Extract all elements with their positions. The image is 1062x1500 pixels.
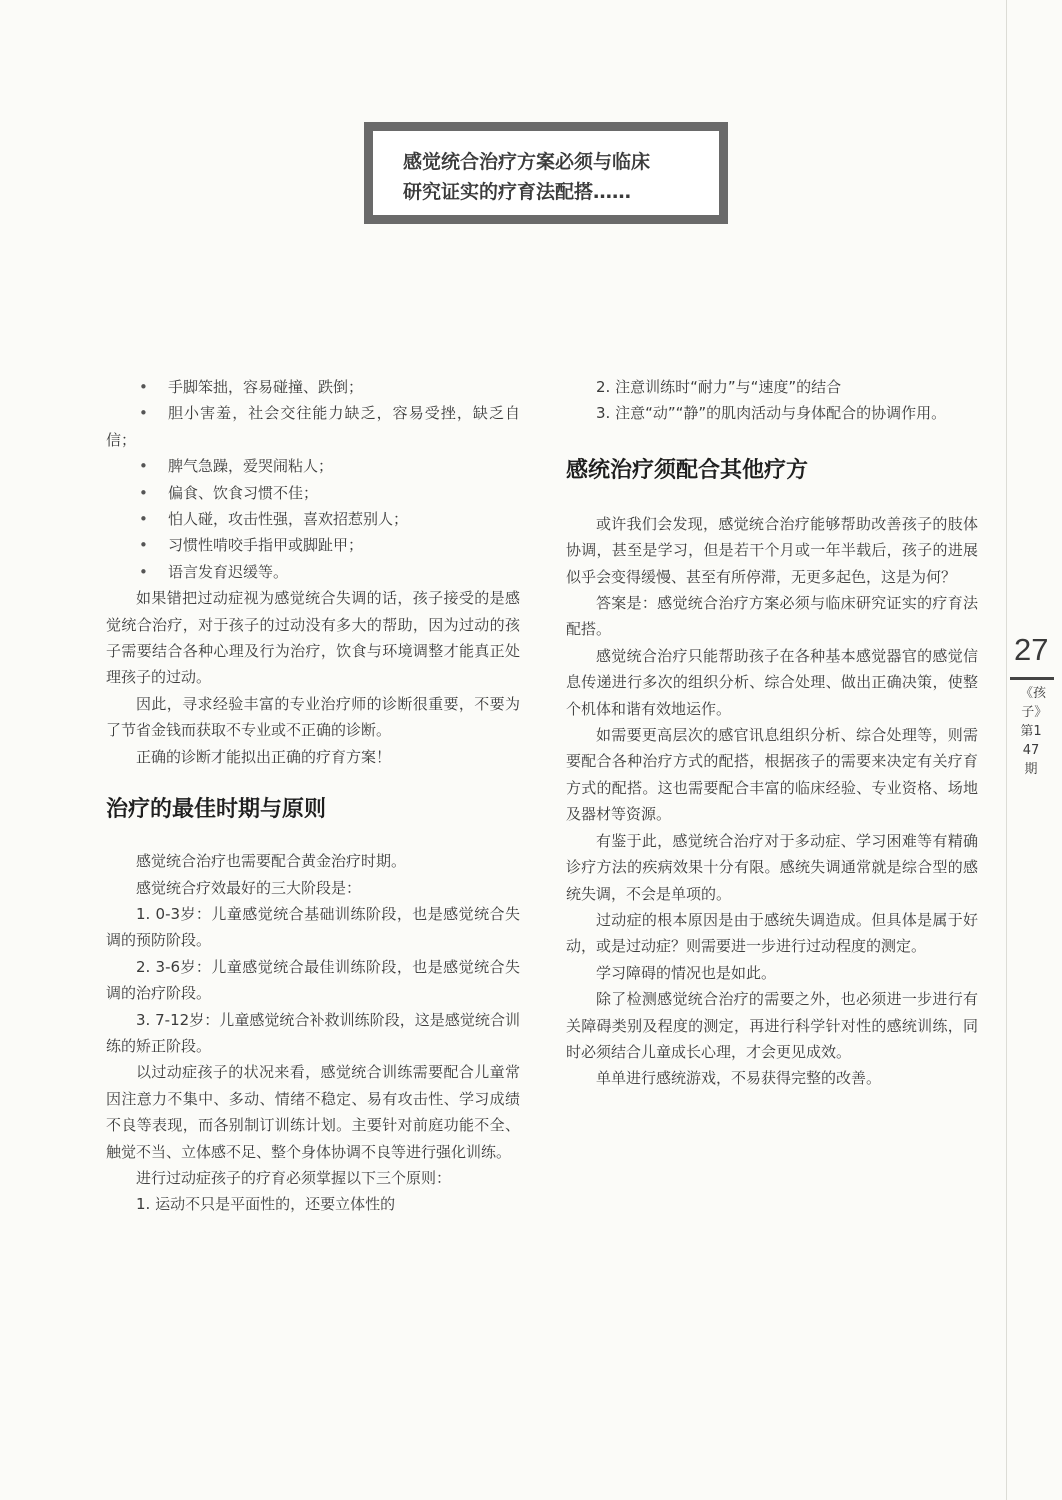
paragraph: 以过动症孩子的状况来看，感觉统合训练需要配合儿童常因注意力不集中、多动、情绪不稳定、易有攻击性、学习成绩不良等表现，而各别制订训练计划。主要针对前庭功能不全、触觉不当、立体感不足、整个身体协调不良等进行强化训练。 [106,1063,520,1161]
stage-item: 3. 7-12岁：儿童感觉统合补救训练阶段，这是感觉统合训练的矫正阶段。 [106,1010,520,1055]
issue-label: 《孩子》第147期 [1020,686,1047,777]
paragraph: 单单进行感统游戏，不易获得完整的改善。 [596,1069,882,1088]
page-edge-line [1006,0,1007,1500]
left-column [106,374,520,1218]
pullquote-line-2: 研究证实的疗育法配搭…… [403,181,632,203]
bullet-item: • 语言发育迟缓等。 [106,559,520,585]
pullquote-box [364,122,728,224]
side-divider [1010,677,1054,680]
bullet-item: • 脾气急躁，爱哭闹粘人； [106,453,520,479]
bullet-item: • 手脚笨拙，容易碰撞、跌倒； [106,374,520,400]
paragraph: 有鉴于此，感觉统合治疗对于多动症、学习困难等有精确诊疗方法的疾病效果十分有限。感统失调通常就是综合型的感统失调，不会是单项的。 [566,831,978,903]
principle-item: 2. 注意训练时“耐力”与“速度”的结合 [596,378,842,396]
stage-item: 2. 3-6岁：儿童感觉统合最佳训练阶段，也是感觉统合失调的治疗阶段。 [106,957,520,1003]
pullquote-line-1: 感觉统合治疗方案必须与临床 [403,151,651,173]
page-number: 27 [1014,632,1049,667]
principle-item: 1. 运动不只是平面性的，还要立体性的 [136,1195,396,1214]
paragraph: 除了检测感觉统合治疗的需要之外，也必须进一步进行有关障碍类别及程度的测定，再进行科学针对性的感统训练，同时必须结合儿童成长心理，才会更见成效。 [566,990,978,1061]
paragraph: 学习障碍的情况也是如此。 [596,963,777,982]
right-column [566,374,978,1092]
paragraph: 感觉统合疗效最好的三大阶段是： [136,878,362,897]
paragraph: 或许我们会发现，感觉统合治疗能够帮助改善孩子的肢体协调，甚至是学习，但是若干个月或一年半载后，孩子的进展似乎会变得缓慢、甚至有所停滞，无更多起色，这是为何？ [566,514,978,586]
bullet-item: • 偏食、饮食习惯不佳； [106,480,520,506]
paragraph: 因此，寻求经验丰富的专业治疗师的诊断很重要，不要为了节省金钱而获取不专业或不正确的诊断。 [106,694,520,740]
bullet-item: • 习惯性啃咬手指甲或脚趾甲； [106,532,520,558]
stage-item: 1. 0-3岁：儿童感觉统合基础训练阶段，也是感觉统合失调的预防阶段。 [106,904,520,950]
section-heading-other-therapies: 感统治疗须配合其他疗方 [566,457,809,483]
paragraph: 如果错把过动症视为感觉统合失调的话，孩子接受的是感觉统合治疗，对于孩子的过动没有多大的帮助，因为过动的孩子需要结合各种心理及行为治疗，饮食与环境调整才能真正处理孩子的过动。 [106,589,520,687]
bullet-item: • 胆小害羞，社会交往能力缺乏，容易受挫，缺乏自信； [106,400,520,453]
section-heading-treatment: 治疗的最佳时期与原则 [106,797,327,823]
pullquote-text [373,131,719,215]
bullet-item: • 怕人碰，攻击性强，喜欢招惹别人； [106,506,520,532]
principle-item: 3. 注意“动”“静”的肌肉活动与身体配合的协调作用。 [596,404,947,423]
paragraph: 答案是：感觉统合治疗方案必须与临床研究证实的疗育法配搭。 [566,594,978,639]
paragraph: 正确的诊断才能拟出正确的疗育方案！ [136,747,392,766]
paragraph: 感觉统合治疗也需要配合黄金治疗时期。 [136,852,407,871]
paragraph: 如需要更高层次的感官讯息组织分析、综合处理等，则需要配合各种治疗方式的配搭，根据孩子的需要来决定有关疗育方式的配搭。这也需要配合丰富的临床经验、专业资格、场地及器材等资源。 [566,726,978,824]
paragraph: 过动症的根本原因是由于感统失调造成。但具体是属于好动，或是过动症？则需要进一步进行过动程度的测定。 [566,910,978,956]
paragraph: 进行过动症孩子的疗育必须掌握以下三个原则： [136,1168,452,1187]
paragraph: 感觉统合治疗只能帮助孩子在各种基本感觉器官的感觉信息传递进行多次的组织分析、综合处理、做出正确决策，使整个机体和谐有效地运作。 [566,646,978,718]
